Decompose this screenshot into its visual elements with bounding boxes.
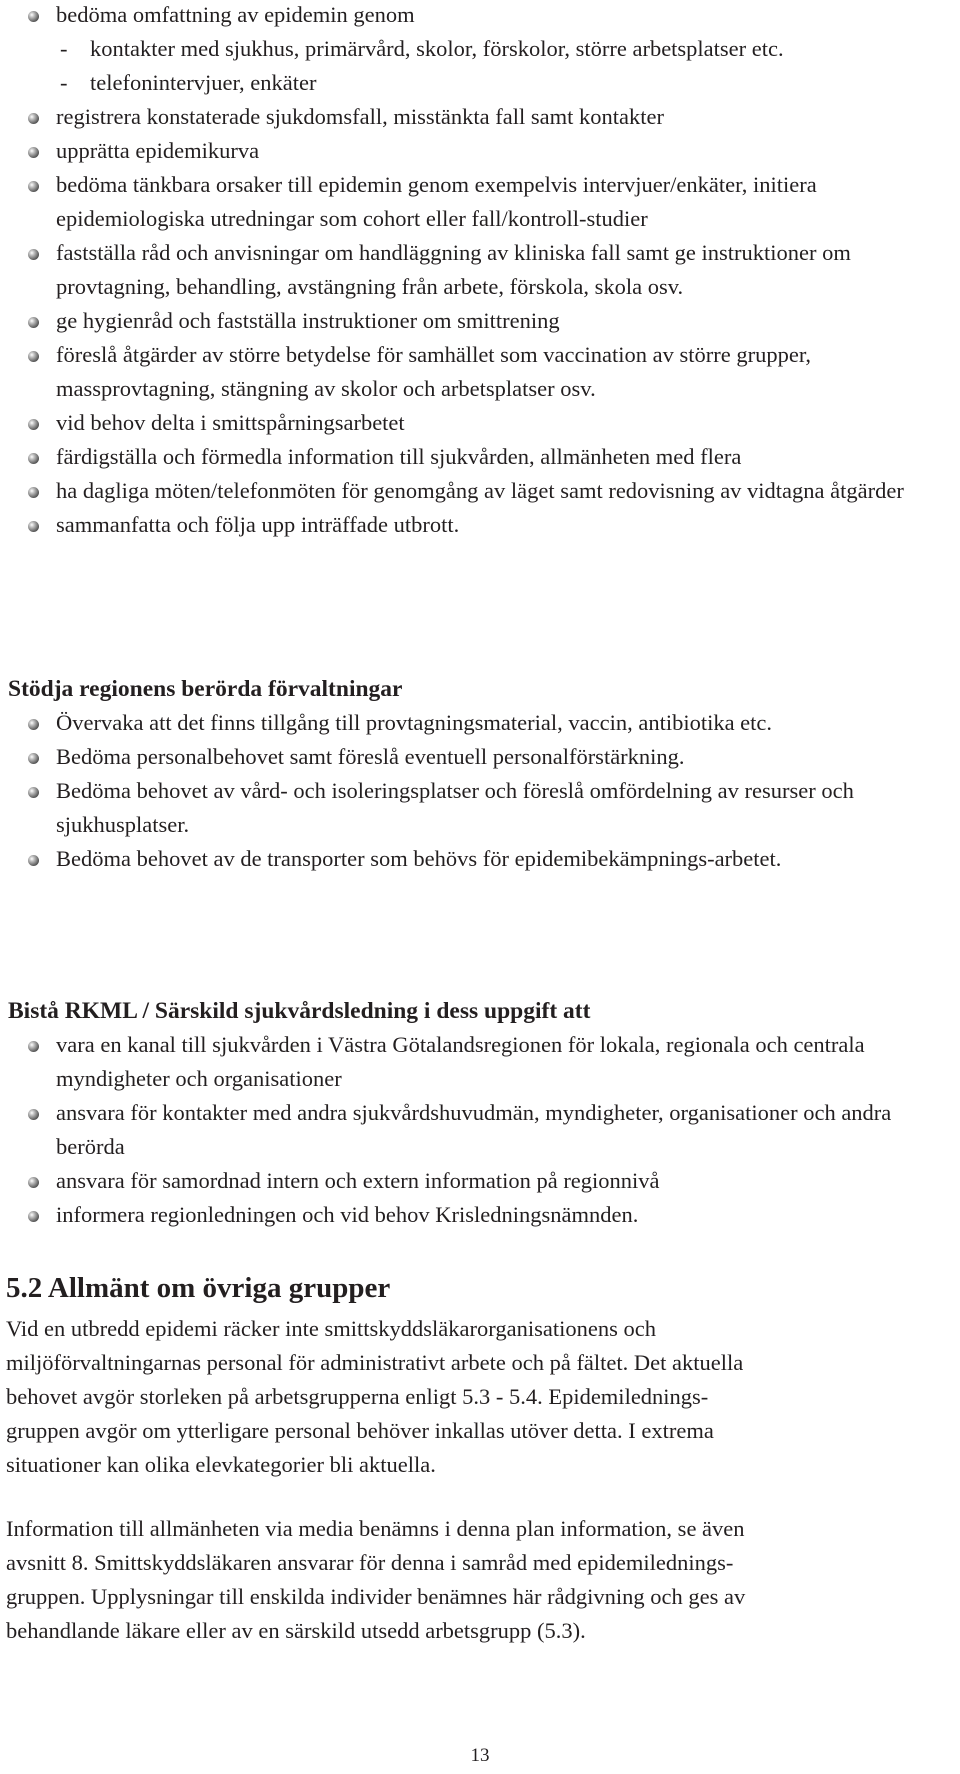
bullet-icon — [28, 521, 39, 532]
bullet-icon — [28, 317, 39, 328]
bullet-icon — [28, 487, 39, 498]
list-item-text: informera regionledningen och vid behov Krisledningsnämnden. — [56, 1202, 639, 1227]
list-item-text: Övervaka att det finns tillgång till provtagningsmaterial, vaccin, antibiotika etc. — [56, 710, 773, 735]
list-item-text: Bedöma behovet av de transporter som behövs för epidemibekämpnings-arbetet. — [56, 846, 782, 871]
assist-list — [8, 1028, 958, 1232]
list-item-text: Bedöma personalbehovet samt föreslå eventuell personalförstärkning. — [56, 744, 685, 769]
list-item-text: sammanfatta och följa upp inträffade utbrott. — [56, 512, 460, 537]
sub-list-item-text: telefonintervjuer, enkäter — [90, 70, 317, 95]
paragraph-line: avsnitt 8. Smittskyddsläkaren ansvarar för denna i samråd med epidemilednings- — [6, 1550, 734, 1575]
list-item — [8, 474, 958, 508]
list-item-text: bedöma tänkbara orsaker till epidemin genom exempelvis intervjuer/enkäter, initiera epidemiologiska utredningar som cohort eller fall/kontroll-studier — [56, 172, 817, 231]
bullet-icon — [28, 11, 39, 22]
bullet-icon — [28, 1211, 39, 1222]
list-item-text: föreslå åtgärder av större betydelse för samhället som vaccination av större grupper, massprovtagning, stängning av skolor och arbetsplatser osv. — [56, 342, 812, 401]
sub-list-item — [48, 66, 958, 100]
paragraph-line: Vid en utbredd epidemi räcker inte smittskyddsläkarorganisationens och — [6, 1316, 656, 1341]
list-item — [8, 842, 958, 876]
bullet-icon — [28, 351, 39, 362]
list-item-text: ansvara för kontakter med andra sjukvårdshuvudmän, myndigheter, organisationer och andra berörda — [56, 1100, 892, 1159]
list-item — [8, 1198, 958, 1232]
list-item — [8, 1164, 958, 1198]
page-number: 13 — [470, 1745, 490, 1766]
sub-list — [56, 32, 958, 100]
list-item — [8, 508, 958, 542]
list-item — [8, 440, 958, 474]
bullet-icon — [28, 1109, 39, 1120]
paragraph-line: gruppen. Upplysningar till enskilda individer benämnes här rådgivning och ges av — [6, 1584, 746, 1609]
paragraph-line: gruppen avgör om ytterligare personal behöver inkallas utöver detta. I extrema — [6, 1418, 714, 1443]
bullet-icon — [28, 855, 39, 866]
list-item-text: Bedöma behovet av vård- och isoleringsplatser och föreslå omfördelning av resurser och sjukhusplatser. — [56, 778, 854, 837]
sub-list-item-text: kontakter med sjukhus, primärvård, skolor, förskolor, större arbetsplatser etc. — [90, 36, 784, 61]
list-item — [8, 100, 958, 134]
paragraph-line: miljöförvaltningarnas personal för administrativt arbete och på fältet. Det aktuella — [6, 1350, 744, 1375]
paragraph — [6, 1512, 956, 1648]
section-title: 5.2 Allmänt om övriga grupper — [6, 1272, 391, 1304]
bullet-icon — [28, 249, 39, 260]
list-item-text: vid behov delta i smittspårningsarbetet — [56, 410, 405, 435]
list-item-text: registrera konstaterade sjukdomsfall, misstänkta fall samt kontakter — [56, 104, 664, 129]
list-item-text: vara en kanal till sjukvården i Västra Götalandsregionen för lokala, regionala och centrala myndigheter och organisationer — [56, 1032, 865, 1091]
bullet-icon — [28, 1177, 39, 1188]
bullet-icon — [28, 453, 39, 464]
task-list — [8, 0, 958, 542]
paragraph-line: behovet avgör storleken på arbetsgrupperna enligt 5.3 - 5.4. Epidemilednings- — [6, 1384, 709, 1409]
list-item — [8, 168, 958, 236]
dash-icon: - — [60, 36, 68, 61]
paragraph — [6, 1312, 956, 1482]
sub-list-item — [48, 32, 958, 66]
section-heading: Bistå RKML / Särskild sjukvårdsledning i dess uppgift att — [8, 998, 591, 1024]
list-item — [8, 774, 958, 842]
section-heading: Stödja regionens berörda förvaltningar — [8, 676, 403, 702]
list-item-text: ansvara för samordnad intern och extern information på regionnivå — [56, 1168, 660, 1193]
support-list — [8, 706, 958, 876]
paragraph-line: behandlande läkare eller av en särskild utsedd arbetsgrupp (5.3). — [6, 1618, 586, 1643]
bullet-icon — [28, 113, 39, 124]
bullet-icon — [28, 719, 39, 730]
dash-icon: - — [60, 70, 68, 95]
bullet-icon — [28, 181, 39, 192]
list-item — [8, 1096, 958, 1164]
list-item-text: färdigställa och förmedla information till sjukvården, allmänheten med flera — [56, 444, 742, 469]
list-item — [8, 304, 958, 338]
list-item-text: ha dagliga möten/telefonmöten för genomgång av läget samt redovisning av vidtagna åtgärder — [56, 478, 904, 503]
bullet-icon — [28, 419, 39, 430]
list-item — [8, 706, 958, 740]
list-item — [8, 134, 958, 168]
bullet-icon — [28, 787, 39, 798]
list-item — [8, 236, 958, 304]
list-item-text: fastställa råd och anvisningar om handläggning av kliniska fall samt ge instruktioner om provtagning, behandling, avstängning från arbete, förskola, skola osv. — [56, 240, 851, 299]
bullet-icon — [28, 1041, 39, 1052]
bullet-icon — [28, 753, 39, 764]
list-item-text: upprätta epidemikurva — [56, 138, 260, 163]
list-item-text: bedöma omfattning av epidemin genom — [56, 2, 415, 27]
paragraph-line: Information till allmänheten via media benämns i denna plan information, se även — [6, 1516, 745, 1541]
paragraph-line: situationer kan olika elevkategorier bli aktuella. — [6, 1452, 436, 1477]
list-item — [8, 1028, 958, 1096]
list-item — [8, 0, 958, 100]
bullet-icon — [28, 147, 39, 158]
list-item — [8, 338, 958, 406]
list-item — [8, 406, 958, 440]
list-item-text: ge hygienråd och fastställa instruktioner om smittrening — [56, 308, 560, 333]
list-item — [8, 740, 958, 774]
